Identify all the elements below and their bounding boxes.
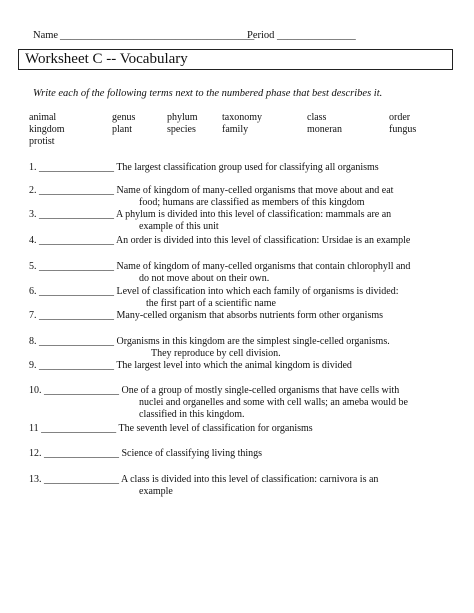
- list-item: [29, 336, 390, 348]
- term: class: [307, 112, 327, 123]
- term: taxonomy: [222, 112, 262, 123]
- item-text-cont: example of this unit: [139, 221, 219, 232]
- item-number: 11: [29, 423, 39, 434]
- item-text: The seventh level of classification for organisms: [118, 423, 313, 434]
- title-box: [18, 49, 453, 70]
- list-item: [29, 385, 399, 397]
- term: order: [389, 112, 411, 123]
- list-item: [29, 185, 393, 197]
- answer-blank[interactable]: _______________: [39, 235, 114, 246]
- item-number: 8.: [29, 336, 37, 347]
- term: species: [167, 124, 196, 135]
- item-number: 9.: [29, 360, 37, 371]
- name-label: Name: [33, 30, 59, 41]
- item-number: 12.: [29, 448, 42, 459]
- instructions: Write each of the following terms next to the numbered phase that best describes it.: [33, 88, 383, 99]
- item-text: Level of classification into which each family of organisms is divided:: [116, 286, 399, 297]
- page-title: Worksheet C -- Vocabulary: [25, 51, 188, 67]
- item-text-cont: the first part of a scientific name: [146, 298, 276, 309]
- item-text: A phylum is divided into this level of classification: mammals are an: [115, 209, 392, 220]
- item-number: 1.: [29, 162, 37, 173]
- item-text: Name of kingdom of many-celled organisms that contain chlorophyll and: [116, 261, 411, 272]
- answer-blank[interactable]: _______________: [44, 474, 119, 485]
- item-number: 2.: [29, 185, 37, 196]
- item-text-cont: classified in this kingdom.: [139, 409, 245, 420]
- list-item: [29, 235, 410, 247]
- term: plant: [112, 124, 132, 135]
- answer-blank[interactable]: _______________: [44, 385, 119, 396]
- list-item: [29, 474, 378, 486]
- term: phylum: [167, 112, 198, 123]
- term: protist: [29, 136, 55, 147]
- list-item: [29, 310, 383, 322]
- list-item: [29, 360, 352, 372]
- list-item: [29, 162, 379, 174]
- answer-blank[interactable]: _______________: [39, 261, 114, 272]
- list-item: [29, 448, 262, 460]
- item-text-cont: do not move about on their own.: [139, 273, 270, 284]
- answer-blank[interactable]: _______________: [39, 336, 114, 347]
- item-number: 4.: [29, 235, 37, 246]
- item-number: 5.: [29, 261, 37, 272]
- item-number: 13.: [29, 474, 42, 485]
- list-item: [29, 286, 398, 298]
- item-text: An order is divided into this level of classification: Ursidae is an example: [115, 235, 411, 246]
- answer-blank[interactable]: _______________: [39, 162, 114, 173]
- item-text: Many-celled organism that absorbs nutrients form other organisms: [116, 310, 384, 321]
- item-text: Name of kingdom of many-celled organisms that move about and eat: [116, 185, 394, 196]
- period-field[interactable]: _______________: [277, 30, 356, 41]
- item-number: 10.: [29, 385, 42, 396]
- item-text: A class is divided into this level of classification: carnivora is an: [120, 474, 379, 485]
- item-text: Organisms in this kingdom are the simplest single-celled organisms.: [116, 336, 390, 347]
- item-text-cont: They reproduce by cell division.: [151, 348, 281, 359]
- list-item: [29, 261, 410, 273]
- term: fungus: [389, 124, 417, 135]
- term: animal: [29, 112, 57, 123]
- answer-blank[interactable]: _______________: [39, 209, 114, 220]
- list-item: [29, 209, 391, 221]
- item-number: 7.: [29, 310, 37, 321]
- item-number: 6.: [29, 286, 37, 297]
- answer-blank[interactable]: _______________: [44, 448, 119, 459]
- item-number: 3.: [29, 209, 37, 220]
- item-text: One of a group of mostly single-celled organisms that have cells with: [121, 385, 400, 396]
- period-label: Period: [247, 30, 275, 41]
- term: kingdom: [29, 124, 65, 135]
- answer-blank[interactable]: _______________: [39, 360, 114, 371]
- item-text-cont: example: [139, 486, 173, 497]
- term: genus: [112, 112, 136, 123]
- item-text: The largest classification group used for classifying all organisms: [116, 162, 379, 173]
- term: family: [222, 124, 249, 135]
- item-text: The largest level into which the animal kingdom is divided: [116, 360, 352, 371]
- answer-blank[interactable]: _______________: [39, 185, 114, 196]
- answer-blank[interactable]: _______________: [39, 286, 114, 297]
- name-field[interactable]: _____________________________________: [60, 30, 255, 41]
- item-text-cont: nuclei and organelles and some with cell walls; an ameba would be: [139, 397, 408, 408]
- list-item: [29, 423, 313, 435]
- item-text: Science of classifying living things: [121, 448, 263, 459]
- term: moneran: [307, 124, 342, 135]
- answer-blank[interactable]: _______________: [39, 310, 114, 321]
- item-text-cont: food; humans are classified as members of this kingdom: [139, 197, 365, 208]
- answer-blank[interactable]: _______________: [41, 423, 117, 434]
